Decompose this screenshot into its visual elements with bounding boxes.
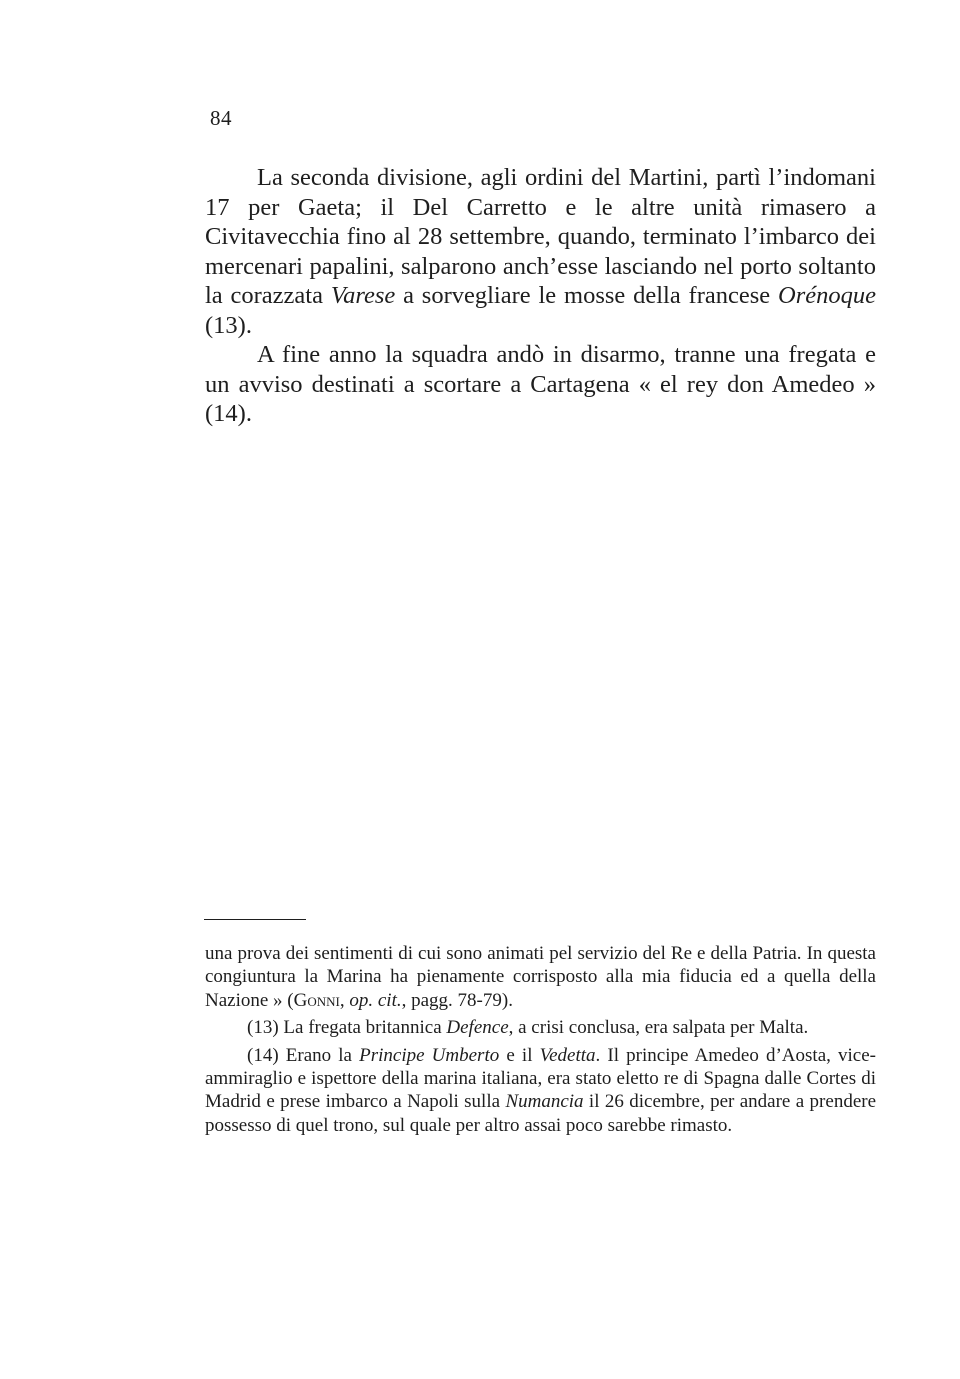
footnote-continuation-text-a: una prova dei sentimenti di cui sono animati pel servizio del Re e della Patria. In questa congiuntura la Marina ha pienamente corrisposto alla mia fiducia ed a quella della Nazione » (	[205, 943, 876, 1011]
ship-name-principe-umberto: Principe Umberto	[359, 1044, 500, 1066]
footnote-14-text-b: e il	[499, 1044, 540, 1066]
paragraph-1-text-c: (13).	[205, 311, 252, 339]
footnote-14	[205, 1044, 876, 1138]
footnote-rule	[204, 919, 306, 920]
ship-name-numancia: Numancia	[505, 1091, 584, 1113]
ship-name-defence: Defence	[446, 1017, 509, 1039]
footnote-13	[205, 1016, 876, 1039]
footnote-continuation	[205, 942, 876, 1012]
footnote-13-text-b: , a crisi conclusa, era salpata per Malta.	[508, 1017, 809, 1039]
ship-name-orenoque: Orénoque	[778, 282, 876, 309]
footnote-op-cit: op. cit.	[349, 989, 402, 1011]
footnote-continuation-text-b: ,	[339, 989, 350, 1011]
footnote-13-text-a: (13) La fregata britannica	[247, 1017, 447, 1039]
ship-name-varese: Varese	[330, 282, 396, 309]
footnote-14-text-d: il 26 dicembre, per andare a prendere possesso di quel trono, sul quale per altro assai poco sarebbe rimasto.	[205, 1091, 877, 1136]
footnote-continuation-text-c: , pagg. 78-79).	[401, 989, 513, 1011]
paragraph-2: A fine anno la squadra andò in disarmo, tranne una fregata e un avviso destinati a scortare a Cartagena « el rey don Amedeo » (14).	[205, 341, 876, 427]
paragraph-1	[205, 163, 876, 340]
footnote-14-text-c: . Il principe Amedeo d’Aosta, vice-ammiraglio e ispettore della marina italiana, era stato eletto re di Spagna dalle Cortes di Madrid e prese imbarco a Napoli sulla	[205, 1044, 876, 1113]
footnote-14-text-a: (14) Erano la	[247, 1044, 360, 1066]
paragraph-1-text-b: a sorvegliare le mosse della francese	[395, 282, 778, 309]
footnotes	[205, 942, 876, 1137]
footnote-author: Gonni	[293, 989, 340, 1011]
page-number: 84	[210, 106, 232, 130]
paragraph-1-text-a: La seconda divisione, agli ordini del Martini, partì l’indomani 17 per Gaeta; il Del Carretto e le altre unità rimasero a Civitavecchia fino al 28 settembre, quando, terminato l’imbarco dei mercenari papalini, salparono anch’esse lasciando nel porto soltanto la corazzata	[205, 164, 876, 309]
ship-name-vedetta: Vedetta	[539, 1044, 596, 1066]
body-text	[205, 163, 876, 429]
